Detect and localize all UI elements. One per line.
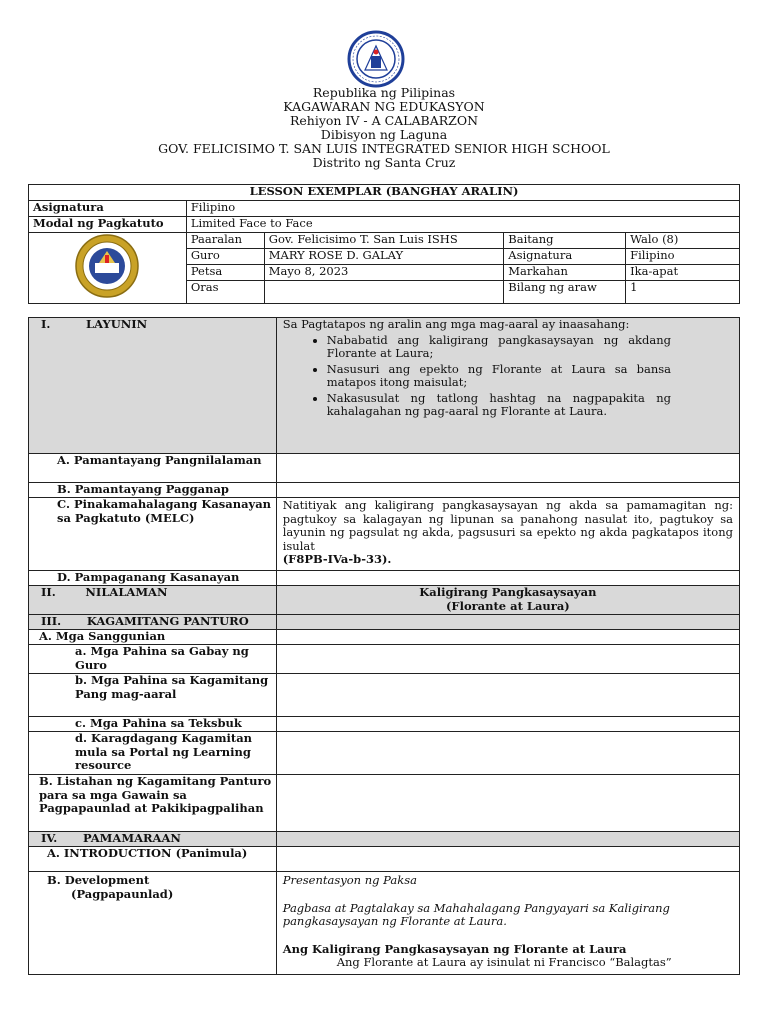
gabay-guro-label: a. Mga Pahina sa Gabay ng Guro bbox=[29, 645, 277, 674]
pamamaraan-value bbox=[276, 832, 739, 847]
lesson-info-table bbox=[28, 184, 740, 304]
development-label-cell bbox=[29, 872, 277, 975]
paaralan-label: Paaralan bbox=[186, 233, 264, 249]
melc-label: C. Pinakamahalagang Kasanayan sa Pagkatuto (MELC) bbox=[29, 498, 277, 571]
development-heading: Ang Kaligirang Pangkasaysayan ng Florante at Laura bbox=[282, 941, 627, 956]
markahan-value: Ika-apat bbox=[626, 265, 740, 281]
pamantayang-pangnilalaman-label: A. Pamantayang Pangnilalaman bbox=[29, 454, 277, 483]
development-text2: Pagbasa at Pagtalakay sa Mahahalagang Pangyayari sa Kaligirang pangkasaysayan ng Florante at Laura. bbox=[282, 900, 670, 928]
introduction-label: A. INTRODUCTION (Panimula) bbox=[29, 847, 277, 872]
karagdagang-kagamitan-value bbox=[276, 732, 739, 775]
header-district: Distrito ng Santa Cruz bbox=[312, 155, 456, 170]
school-logo-cell bbox=[29, 233, 187, 304]
layunin-content-cell bbox=[276, 318, 739, 454]
development-sublabel: (Pagpapaunlad) bbox=[71, 886, 174, 901]
baitang-value: Walo (8) bbox=[626, 233, 740, 249]
modal-label: Modal ng Pagkatuto bbox=[29, 217, 187, 233]
melc-code: (F8PB-IVa-b-33). bbox=[282, 552, 392, 566]
nilalaman-num: II. bbox=[41, 585, 56, 599]
sanggunian-label: A. Mga Sanggunian bbox=[29, 630, 277, 645]
bilang-label: Bilang ng araw bbox=[504, 281, 626, 303]
gabay-guro-value bbox=[276, 645, 739, 674]
kagamitan-num: III. bbox=[41, 614, 62, 628]
layunin-list bbox=[283, 334, 671, 419]
layunin-item: • Nasusuri ang epekto ng Florante at Laura sa bansa matapos itong maisulat; bbox=[327, 363, 671, 390]
asignatura2-value: Filipino bbox=[626, 249, 740, 265]
nilalaman-content-cell bbox=[276, 586, 739, 615]
teksbuk-value bbox=[276, 717, 739, 732]
kagamitan-heading-cell bbox=[29, 615, 277, 630]
oras-label: Oras bbox=[186, 281, 264, 303]
header-republic: Republika ng Pilipinas bbox=[312, 85, 456, 100]
deped-seal-icon bbox=[341, 30, 411, 88]
pamantayang-pagganap-label: B. Pamantayang Pagganap bbox=[29, 483, 277, 498]
baitang-label: Baitang bbox=[504, 233, 626, 249]
header-school: GOV. FELICISIMO T. SAN LUIS INTEGRATED SENIOR HIGH SCHOOL bbox=[158, 141, 610, 156]
nilalaman-label: NILALAMAN bbox=[85, 585, 168, 599]
development-content-cell bbox=[276, 872, 739, 975]
guro-label: Guro bbox=[186, 249, 264, 265]
layunin-item: • Nababatid ang kaligirang pangkasaysayan ng akdang Florante at Laura; bbox=[327, 334, 671, 361]
development-label: B. Development bbox=[47, 873, 150, 887]
pamantayang-pangnilalaman-value bbox=[276, 454, 739, 483]
pamamaraan-label: PAMAMARAAN bbox=[82, 831, 181, 845]
pamamaraan-heading-cell bbox=[29, 832, 277, 847]
nilalaman-line1: Kaligirang Pangkasaysayan bbox=[419, 585, 597, 599]
petsa-value: Mayo 8, 2023 bbox=[264, 265, 504, 281]
pamamaraan-num: IV. bbox=[41, 831, 58, 845]
header-region: Rehiyon IV - A CALABARZON bbox=[289, 113, 479, 128]
guro-value: MARY ROSE D. GALAY bbox=[264, 249, 504, 265]
pampaganang-kasanayan-label: D. Pampaganang Kasanayan bbox=[29, 571, 277, 586]
layunin-item: • Nakasusulat ng tatlong hashtag na nagpapakita ng kahalagahan ng pag-aaral ng Florante at Laura. bbox=[327, 392, 671, 419]
pamantayang-pagganap-value bbox=[276, 483, 739, 498]
modal-value: Limited Face to Face bbox=[186, 217, 739, 233]
school-logo-icon bbox=[59, 233, 155, 299]
layunin-intro: Sa Pagtatapos ng aralin ang mga mag-aaral ay inaasahang: bbox=[282, 317, 630, 331]
development-text3: Ang Florante at Laura ay isinulat ni Francisco “Balagtas” bbox=[336, 955, 672, 969]
kagamitang-mag-aaral-label: b. Mga Pahina sa Kagamitang Pang mag-aaral bbox=[29, 674, 277, 717]
asignatura-label: Asignatura bbox=[29, 201, 187, 217]
listahan-value bbox=[276, 775, 739, 832]
paaralan-value: Gov. Felicisimo T. San Luis ISHS bbox=[264, 233, 504, 249]
layunin-label: LAYUNIN bbox=[86, 317, 148, 331]
nilalaman-heading-cell bbox=[29, 586, 277, 615]
asignatura2-label: Asignatura bbox=[504, 249, 626, 265]
sanggunian-value bbox=[276, 630, 739, 645]
header-department: KAGAWARAN NG EDUKASYON bbox=[283, 99, 485, 114]
kagamitan-value bbox=[276, 615, 739, 630]
header-division: Dibisyon ng Laguna bbox=[320, 127, 448, 142]
kagamitang-mag-aaral-value bbox=[276, 674, 739, 717]
bilang-value: 1 bbox=[626, 281, 740, 303]
petsa-label: Petsa bbox=[186, 265, 264, 281]
listahan-label: B. Listahan ng Kagamitang Panturo para sa mga Gawain sa Pagpapaunlad at Pakikipagpalihan bbox=[29, 775, 277, 832]
development-text1: Presentasyon ng Paksa bbox=[282, 873, 417, 887]
introduction-value bbox=[276, 847, 739, 872]
pampaganang-kasanayan-value bbox=[276, 571, 739, 586]
teksbuk-label: c. Mga Pahina sa Teksbuk bbox=[29, 717, 277, 732]
layunin-heading-cell bbox=[29, 318, 277, 454]
kagamitan-label: KAGAMITANG PANTURO bbox=[86, 614, 249, 628]
markahan-label: Markahan bbox=[504, 265, 626, 281]
melc-content-cell bbox=[276, 498, 739, 571]
nilalaman-line2: (Florante at Laura) bbox=[445, 598, 570, 613]
layunin-num: I. bbox=[41, 317, 51, 331]
melc-text: Natitiyak ang kaligirang pangkasaysayan ng akda sa pamamagitan ng: pagtukoy sa kalagayan ng lipunan sa panahong nasulat ito, pagtukoy sa layunin ng pagsulat ng akda, pagsusuri sa epekto ng akda pagkatapos itong isulat bbox=[282, 498, 733, 553]
oras-value bbox=[264, 281, 504, 303]
lesson-plan-table bbox=[28, 317, 740, 975]
karagdagang-kagamitan-label: d. Karagdagang Kagamitan mula sa Portal ng Learning resource bbox=[29, 732, 277, 775]
asignatura-value: Filipino bbox=[186, 201, 739, 217]
lesson-title: LESSON EXEMPLAR (BANGHAY ARALIN) bbox=[29, 185, 740, 201]
